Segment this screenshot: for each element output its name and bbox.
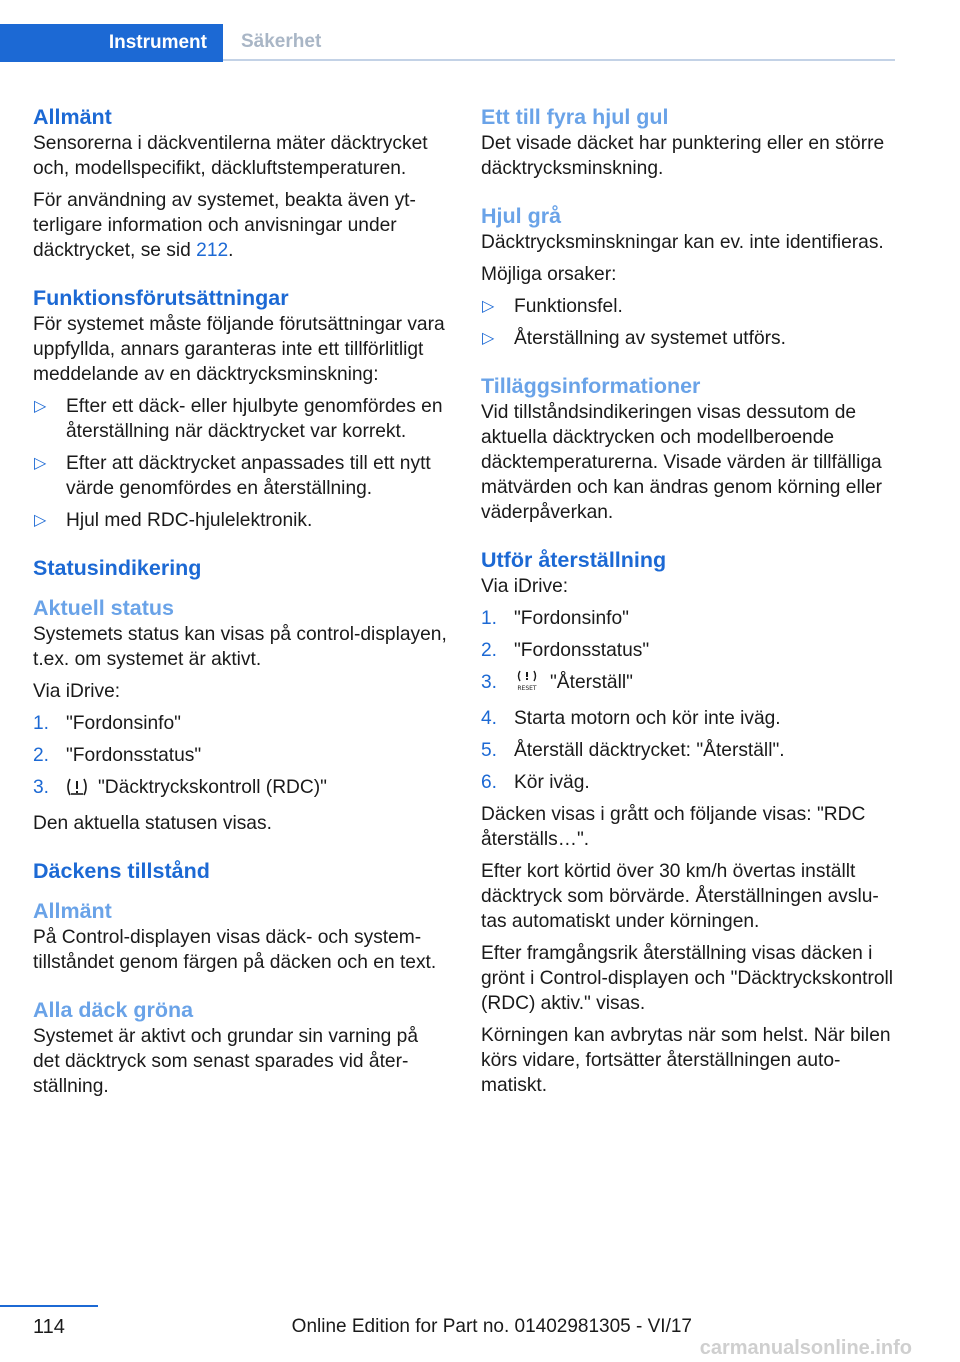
list-item: ▷ Funktionsfel. — [482, 296, 623, 317]
tire-reset-icon — [514, 670, 540, 699]
list-item: 6. Kör iväg. — [481, 772, 590, 793]
list-item: ▷ Hjul med RDC-hjulelektronik. — [34, 510, 313, 531]
header-divider — [223, 59, 895, 61]
page-link[interactable]: 212 — [196, 240, 229, 261]
paragraph: Sensorerna i däckventilerna mäter däcktrycket och, modellspecifikt, däckluftstemperaturen. — [33, 133, 428, 179]
list-item: 5. Återställ däcktrycket: "Återställ". — [481, 740, 785, 761]
triangle-bullet-icon: ▷ — [482, 298, 495, 315]
paragraph: Systemets status kan visas på control-displayen, t.ex. om systemet är aktivt. — [33, 624, 447, 670]
paragraph: Via iDrive: — [33, 681, 121, 702]
triangle-bullet-icon: ▷ — [34, 512, 47, 529]
step-list — [481, 606, 897, 795]
list-item: ▷ Efter att däcktrycket anpassades till ett nytt värde genomfördes en återställning. — [34, 453, 431, 499]
right-column — [481, 103, 897, 1105]
list-item: 3. "Däcktryckskontroll (RDC)" — [33, 775, 449, 804]
paragraph: Körningen kan avbrytas när som helst. När bilen körs vidare, fortsätter återställningen automatiskt. — [481, 1025, 891, 1096]
paragraph: På Control-displayen visas däck- och systemtillståndet genom färgen på däcken och en text. — [33, 927, 437, 973]
triangle-bullet-icon: ▷ — [34, 455, 47, 472]
paragraph: För användning av systemet, beakta även ytterligare information och anvisningar under däcktrycket, se sid 212. — [33, 190, 416, 261]
paragraph: Möjliga orsaker: — [481, 264, 617, 285]
paragraph: För systemet måste följande förutsättningar vara uppfyllda, annars garanteras inte ett tillförlitligt meddelande av en däcktrycksminskning: — [33, 314, 445, 385]
paragraph: Vid tillståndsindikeringen visas dessutom de aktuella däcktrycken och modellberoende däcktemperaturerna. Visade värden är tillfälliga mätvärden och kan ändras genom körning eller väderpåverkan. — [481, 402, 883, 523]
bullet-list — [33, 394, 449, 533]
footer-divider — [0, 1305, 98, 1307]
paragraph: Efter kort körtid över 30 km/h övertas inställt däcktryck som börvärde. Återställningen avslutas automatiskt under körningen. — [481, 861, 879, 932]
heading-hjul-gra: Hjul grå — [481, 204, 562, 228]
edition-note: Online Edition for Part no. 01402981305 - VI/17 — [291, 1316, 692, 1337]
heading-funktionsforutsattningar: Funktionsförutsättningar — [33, 286, 289, 310]
list-item: 1. "Fordonsinfo" — [481, 608, 629, 629]
paragraph: Däcktrycksminskningar kan ev. inte identifieras. — [481, 232, 884, 253]
paragraph: Den aktuella statusen visas. — [33, 813, 272, 834]
page-number: 114 — [33, 1316, 65, 1338]
paragraph: Det visade däcket har punktering eller en större däcktrycksminskning. — [481, 133, 885, 179]
heading-ett-till-fyra-hjul-gul: Ett till fyra hjul gul — [481, 105, 669, 129]
paragraph: Via iDrive: — [481, 576, 569, 597]
heading-tillaggsinformationer: Tilläggsinformationer — [481, 374, 701, 398]
heading-aktuell-status: Aktuell status — [33, 596, 174, 620]
svg-text:RESET: RESET — [517, 685, 537, 692]
paragraph: Däcken visas i grått och följande visas: "RDC återställs…". — [481, 804, 866, 850]
list-item: 2. "Fordonsstatus" — [33, 745, 202, 766]
heading-alla-dack-grona: Alla däck gröna — [33, 998, 194, 1022]
paragraph: Systemet är aktivt och grundar sin varning på det däcktryck som senast sparades vid återställning. — [33, 1026, 419, 1097]
heading-dackens-tillstand: Däckens tillstånd — [33, 859, 210, 883]
left-column — [33, 103, 449, 1106]
triangle-bullet-icon: ▷ — [34, 398, 47, 415]
list-item: 4. Starta motorn och kör inte iväg. — [481, 708, 781, 729]
list-item: 2. "Fordonsstatus" — [481, 640, 650, 661]
list-item: ▷ Återställning av systemet utförs. — [482, 328, 786, 349]
heading-utfor-aterstallning: Utför återställning — [481, 548, 667, 572]
header-tabs — [0, 24, 895, 62]
step-list — [33, 711, 449, 804]
bullet-list — [481, 294, 897, 351]
heading-allmant: Allmänt — [33, 105, 112, 129]
paragraph: Efter framgångsrik återställning visas däcken i grönt i Control-displayen och "Däcktryckskontroll (RDC) aktiv." visas. — [481, 943, 894, 1014]
tab-sakerhet[interactable]: Säkerhet — [241, 31, 322, 52]
list-item: 1. "Fordonsinfo" — [33, 713, 181, 734]
tire-warning-icon — [66, 777, 88, 804]
watermark: carmanualsonline.info — [699, 1337, 912, 1359]
triangle-bullet-icon: ▷ — [482, 330, 495, 347]
list-item: ▷ Efter ett däck- eller hjulbyte genomfördes en återställning när däcktrycket var korrekt. — [34, 396, 443, 442]
list-item: 3. RESET "Återställ" — [481, 670, 897, 699]
heading-allmant-2: Allmänt — [33, 899, 112, 923]
tab-instrument[interactable]: Instrument — [0, 24, 223, 62]
heading-statusindikering: Statusindikering — [33, 556, 202, 580]
